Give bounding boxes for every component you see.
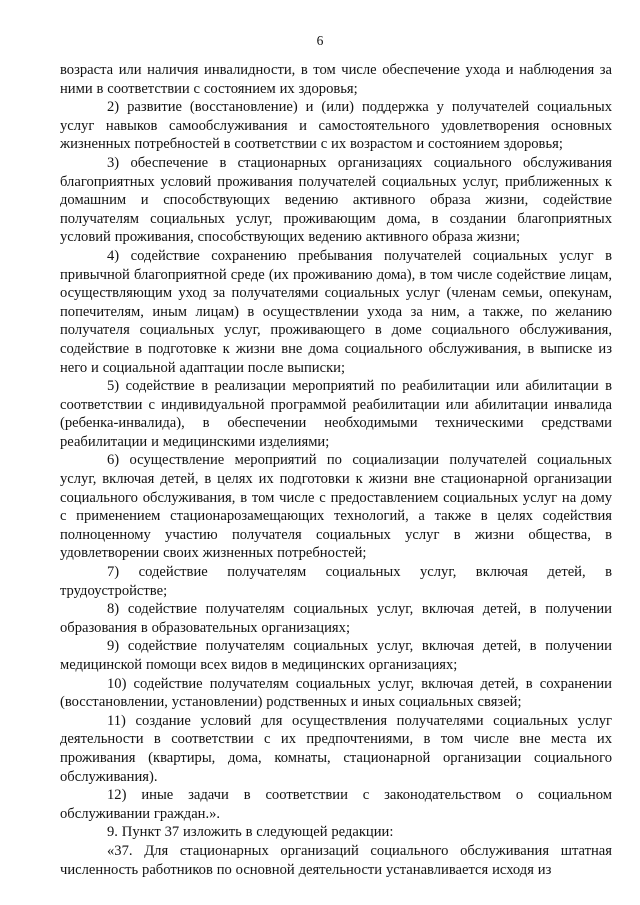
paragraph-item-11: 11) создание условий для осуществления получателями социальных услуг деятельности в соответствии с их предпочтениями, в том числе вне места их проживания (квартиры, дома, комнаты, стационарной организации социального обслуживания). xyxy=(60,712,612,785)
paragraph-item-12: 12) иные задачи в соответствии с законодательством о социальном обслуживании граждан.». xyxy=(60,787,612,822)
paragraph-item-2: 2) развитие (восстановление) и (или) поддержка у получателей социальных услуг навыков самообслуживания и самостоятельного удовлетворения основных жизненных потребностей в соответствии с их возрастом и состоянием здоровья; xyxy=(60,99,612,153)
paragraph-item-6: 6) осуществление мероприятий по социализации получателей социальных услуг, включая детей, в целях их подготовки к жизни вне стационарной организации социального обслуживания, в том числе с предоставлением социальных услуг на дому с применением стационарозамещающих технологий, а также в целях содействия полноценному участию получателя социальных услуг в жизни общества, в удовлетворении своих жизненных потребностей; xyxy=(60,452,612,562)
paragraph-item-7: 7) содействие получателям социальных услуг, включая детей, в трудоустройстве; xyxy=(60,564,612,599)
paragraph-item-5: 5) содействие в реализации мероприятий по реабилитации или абилитации в соответствии с индивидуальной программой реабилитации или абилитации инвалида (ребенка-инвалида), в обеспечении необходимыми техническими средствами реабилитации и медицинскими изделиями; xyxy=(60,378,612,450)
paragraph-item-8: 8) содействие получателям социальных услуг, включая детей, в получении образования в образовательных организациях; xyxy=(60,601,612,636)
paragraph-continuation: возраста или наличия инвалидности, в том числе обеспечение ухода и наблюдения за ними в соответствии с состоянием их здоровья; xyxy=(60,62,612,97)
paragraph-item-4: 4) содействие сохранению пребывания получателей социальных услуг в привычной благоприятной среде (их проживанию дома), в том числе содействие лицам, осуществляющим уход за получателями социальных услуг (членам семьи, опекунам, попечителям, иным лицам) в осуществлении ухода за ним, а также, по желанию получателя социальных услуг, проживающего в доме социального обслуживания, содействие в подготовке к жизни вне дома социального обслуживания, в выписке из него и социальной адаптации после выписки; xyxy=(60,247,612,376)
page-number: 6 xyxy=(316,33,324,48)
paragraph-clause-9: 9. Пункт 37 изложить в следующей редакции: xyxy=(107,824,394,841)
paragraph-item-9: 9) содействие получателям социальных услуг, включая детей, в получении медицинской помощи всех видов в медицинских организациях; xyxy=(60,638,612,673)
document-body xyxy=(60,61,612,879)
paragraph-item-10: 10) содействие получателям социальных услуг, включая детей, в сохранении (восстановлении, установлении) родственных и иных социальных связей; xyxy=(60,675,612,711)
paragraph-item-3: 3) обеспечение в стационарных организациях социального обслуживания благоприятных условий проживания получателей социальных услуг, приближенных к домашним и способствующих ведению активного образа жизни, содействие получателям социальных услуг, проживающим дома, в создании благоприятных условий проживания, способствующих ведению активного образа жизни; xyxy=(60,154,612,246)
paragraph-clause-37: «37. Для стационарных организаций социального обслуживания штатная численность работников по основной деятельности устанавливается исходя из xyxy=(60,842,612,878)
